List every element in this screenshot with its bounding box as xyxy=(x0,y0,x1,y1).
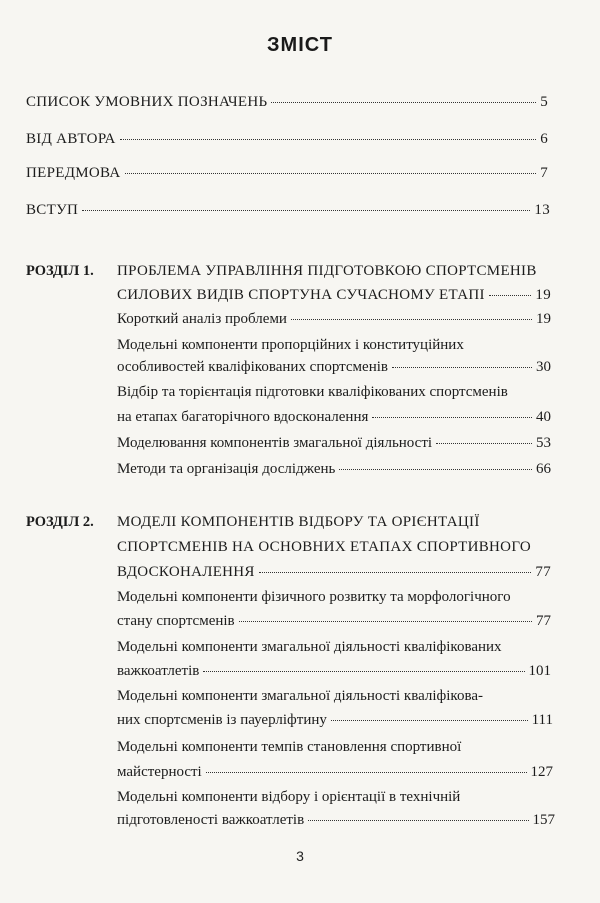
toc-subentry[interactable] xyxy=(117,358,551,376)
dot-leader xyxy=(125,173,537,174)
dot-leader xyxy=(203,671,524,672)
toc-entry-page: 101 xyxy=(528,663,551,679)
toc-subentry-line[interactable]: Модельні компоненти темпів становлення спортивної xyxy=(117,739,462,755)
section-title-line[interactable]: МОДЕЛІ КОМПОНЕНТІВ ВІДБОРУ ТА ОРІЄНТАЦІЇ xyxy=(117,514,480,530)
toc-entry-text: ПЕРЕДМОВА xyxy=(26,165,121,181)
toc-subentry-line[interactable]: Модельні компоненти змагальної діяльності кваліфікованих xyxy=(117,639,502,655)
toc-subentry[interactable] xyxy=(117,662,551,680)
toc-subentry[interactable] xyxy=(117,811,555,829)
toc-subentry-line[interactable]: Модельні компоненти змагальної діяльності кваліфікова- xyxy=(117,688,483,704)
toc-entry-text: ВІД АВТОРА xyxy=(26,131,116,147)
toc-entry-page: 5 xyxy=(540,94,548,110)
dot-leader xyxy=(239,621,532,622)
toc-entry-page: 19 xyxy=(535,287,551,303)
toc-entry-text: важкоатлетів xyxy=(117,663,200,679)
toc-subentry[interactable] xyxy=(117,408,551,426)
toc-entry-text: СПИСОК УМОВНИХ ПОЗНАЧЕНЬ xyxy=(26,94,268,110)
toc-entry-page: 77 xyxy=(536,613,551,629)
dot-leader xyxy=(308,820,528,821)
page-title: ЗМІСТ xyxy=(267,34,333,56)
toc-entry-page: 111 xyxy=(531,712,553,728)
toc-entry-page: 157 xyxy=(532,812,555,828)
toc-subentry[interactable] xyxy=(117,310,551,328)
toc-entry-page: 53 xyxy=(536,435,551,451)
toc-entry[interactable] xyxy=(26,201,550,219)
toc-entry-text: ВСТУП xyxy=(26,202,79,218)
dot-leader xyxy=(259,572,532,573)
toc-entry-text: Моделювання компонентів змагальної діяльності xyxy=(117,435,433,451)
toc-subentry[interactable] xyxy=(117,763,553,781)
dot-leader xyxy=(271,102,536,103)
section-title-line: ВДОСКОНАЛЕННЯ xyxy=(117,564,255,580)
section-title-line[interactable]: СПОРТСМЕНІВ НА ОСНОВНИХ ЕТАПАХ СПОРТИВНОГО xyxy=(117,539,532,555)
dot-leader xyxy=(331,720,528,721)
toc-subentry-line[interactable]: Відбір та торієнтація підготовки кваліфікованих спортсменів xyxy=(117,384,508,400)
section-label: РОЗДІЛ 2. xyxy=(26,514,94,530)
toc-subentry-line[interactable]: Модельні компоненти пропорційних і конституційних xyxy=(117,337,464,353)
toc-subentry-line[interactable]: Модельні компоненти відбору і орієнтації в технічній xyxy=(117,789,461,805)
section-title-line: СИЛОВИХ ВИДІВ СПОРТУНА СУЧАСНОМУ ЕТАПІ xyxy=(117,287,485,303)
toc-subentry[interactable] xyxy=(117,711,553,729)
toc-entry-page: 30 xyxy=(536,359,551,375)
toc-entry-text: майстерності xyxy=(117,764,202,780)
dot-leader xyxy=(489,295,532,296)
toc-entry-text: на етапах багаторічного вдосконалення xyxy=(117,409,369,425)
toc-entry-page: 19 xyxy=(536,311,551,327)
toc-entry-text: Методи та організація досліджень xyxy=(117,461,336,477)
toc-subentry[interactable] xyxy=(117,460,551,478)
toc-entry-page: 127 xyxy=(530,764,553,780)
section-title-line[interactable]: ПРОБЛЕМА УПРАВЛІННЯ ПІДГОТОВКОЮ СПОРТСМЕНІВ xyxy=(117,263,537,279)
toc-entry-page: 40 xyxy=(536,409,551,425)
toc-entry-text: Короткий аналіз проблеми xyxy=(117,311,287,327)
page-number: 3 xyxy=(296,848,304,864)
toc-subentry[interactable] xyxy=(117,612,551,630)
toc-entry-page: 7 xyxy=(540,165,548,181)
dot-leader xyxy=(372,417,532,418)
toc-entry-page: 13 xyxy=(534,202,550,218)
dot-leader xyxy=(339,469,532,470)
toc-entry[interactable] xyxy=(26,164,548,182)
section-title-entry[interactable] xyxy=(117,286,551,304)
dot-leader xyxy=(206,772,527,773)
toc-entry-text: стану спортсменів xyxy=(117,613,235,629)
dot-leader xyxy=(392,367,532,368)
toc-entry-page: 66 xyxy=(536,461,551,477)
toc-subentry[interactable] xyxy=(117,434,551,452)
dot-leader xyxy=(120,139,537,140)
toc-entry-text: них спортсменів із пауерліфтину xyxy=(117,712,327,728)
toc-entry-page: 77 xyxy=(535,564,551,580)
toc-entry-page: 6 xyxy=(540,131,548,147)
toc-subentry-line[interactable]: Модельні компоненти фізичного розвитку та морфологічного xyxy=(117,589,511,605)
dot-leader xyxy=(82,210,530,211)
toc-entry[interactable] xyxy=(26,130,548,148)
dot-leader xyxy=(291,319,532,320)
dot-leader xyxy=(436,443,532,444)
section-label: РОЗДІЛ 1. xyxy=(26,263,94,279)
toc-entry-text: особливостей кваліфікованих спортсменів xyxy=(117,359,388,375)
section-title-entry[interactable] xyxy=(117,563,551,581)
toc-entry-text: підготовленості важкоатлетів xyxy=(117,812,305,828)
toc-entry[interactable] xyxy=(26,93,548,111)
